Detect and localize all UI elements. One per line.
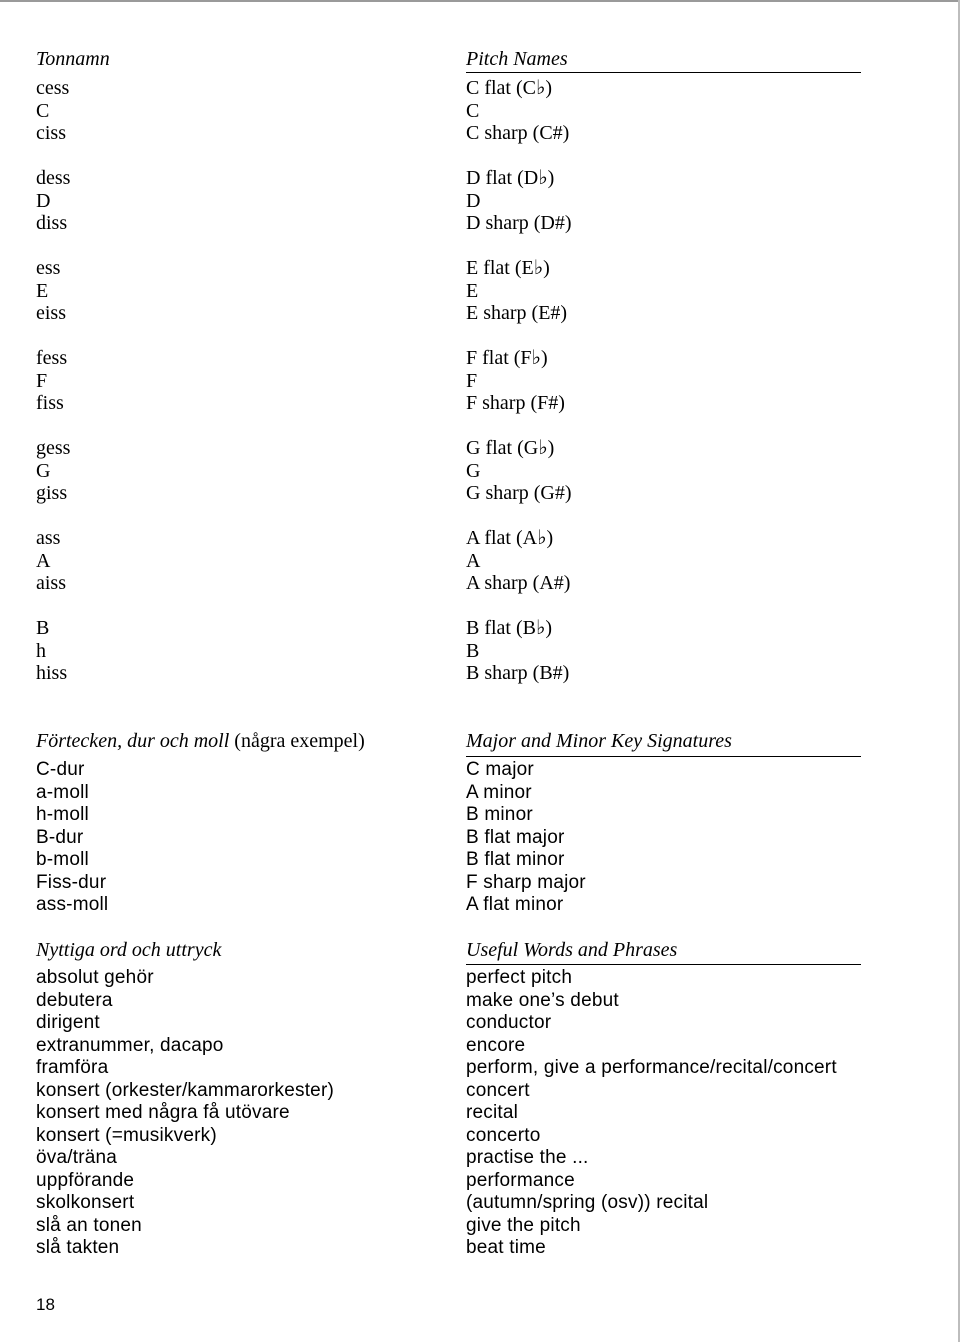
- useful-words-header-en: Useful Words and Phrases: [466, 939, 678, 961]
- pitch-name-en: G: [466, 459, 481, 482]
- key-signature-sv: C-dur: [36, 759, 85, 780]
- pitch-name-sv: gess: [36, 437, 71, 459]
- pitch-name-en: D flat (D♭): [466, 167, 555, 189]
- key-signature-sv: ass-moll: [36, 894, 109, 915]
- swedish-pitch-list: [36, 77, 70, 685]
- key-signatures-header-en: Major and Minor Key Signatures: [466, 730, 732, 752]
- phrase-en: concert: [466, 1079, 530, 1101]
- pitch-name-sv: fiss: [36, 392, 64, 414]
- pitch-name-en: C sharp (C#): [466, 122, 570, 144]
- pitch-name-sv: ciss: [36, 122, 66, 144]
- key-signatures-header-sv-plain: (några exempel): [229, 730, 365, 752]
- pitch-name-sv: C: [36, 99, 50, 122]
- pitch-name-en: A: [466, 549, 481, 572]
- phrase-en: perform, give a performance/recital/concert: [466, 1057, 837, 1078]
- pitch-name-sv: dess: [36, 167, 71, 189]
- phrase-sv: skolkonsert: [36, 1192, 135, 1213]
- page-number: 18: [36, 1295, 55, 1314]
- group-gap: [466, 505, 572, 528]
- pitch-name-en: F: [466, 369, 478, 392]
- english-phrase-list: [466, 967, 837, 1260]
- pitch-name-sv: B: [36, 617, 50, 639]
- phrase-sv: konsert (=musikverk): [36, 1124, 217, 1146]
- phrase-en: give the pitch: [466, 1214, 581, 1236]
- phrase-en: conductor: [466, 1012, 552, 1033]
- phrase-en: beat time: [466, 1237, 546, 1258]
- phrase-sv: konsert med några få utövare: [36, 1102, 290, 1123]
- phrase-en: perfect pitch: [466, 967, 573, 988]
- phrase-sv: framföra: [36, 1057, 109, 1078]
- group-gap: [36, 595, 70, 618]
- pitch-name-en: B flat (B♭): [466, 617, 553, 639]
- tonnamn-header: Tonnamn: [36, 48, 110, 70]
- phrase-sv: öva/träna: [36, 1147, 118, 1168]
- phrase-sv: slå an tonen: [36, 1214, 142, 1236]
- key-signature-en: B minor: [466, 804, 533, 825]
- key-signature-en: F sharp major: [466, 871, 586, 893]
- swedish-key-list: [36, 759, 108, 917]
- key-signature-en: B flat major: [466, 826, 565, 848]
- pitch-name-en: A sharp (A#): [466, 572, 571, 594]
- pitch-name-en: F flat (F♭): [466, 347, 548, 369]
- pitch-name-sv: G: [36, 459, 51, 482]
- pitch-name-sv: A: [36, 549, 51, 572]
- phrase-en: (autumn/spring (osv)) recital: [466, 1192, 709, 1213]
- group-gap: [36, 325, 70, 348]
- group-gap: [466, 145, 572, 168]
- key-signature-sv: b-moll: [36, 849, 89, 870]
- key-signature-en: C major: [466, 759, 534, 780]
- pitch-name-sv: ess: [36, 257, 61, 279]
- pitch-name-sv: cess: [36, 77, 70, 99]
- swedish-phrase-list: [36, 967, 334, 1260]
- group-gap: [466, 325, 572, 348]
- pitch-name-en: E: [466, 279, 479, 302]
- useful-words-header-sv: Nyttiga ord och uttryck: [36, 939, 222, 961]
- pitch-name-en: E flat (E♭): [466, 257, 550, 279]
- phrase-sv: dirigent: [36, 1012, 100, 1033]
- group-gap: [36, 505, 70, 528]
- pitch-name-en: C flat (C♭): [466, 77, 553, 99]
- pitch-name-en: F sharp (F#): [466, 392, 565, 414]
- pitch-name-sv: ass: [36, 527, 61, 549]
- phrase-en: recital: [466, 1102, 519, 1123]
- pitch-name-sv: eiss: [36, 302, 66, 324]
- useful-words-rule: [466, 964, 861, 965]
- pitch-names-header: Pitch Names: [466, 48, 568, 70]
- key-signatures-header-sv-italic: Förtecken, dur och moll: [36, 730, 230, 752]
- phrase-sv: extranummer, dacapo: [36, 1034, 224, 1056]
- pitch-name-en: C: [466, 99, 480, 122]
- group-gap: [466, 235, 572, 258]
- group-gap: [36, 145, 70, 168]
- phrase-sv: konsert (orkester/kammarorkester): [36, 1079, 335, 1101]
- phrase-sv: uppförande: [36, 1169, 135, 1191]
- key-signatures-header-sv: [36, 729, 365, 753]
- pitch-name-sv: D: [36, 189, 51, 212]
- pitch-name-en: G sharp (G#): [466, 482, 572, 504]
- pitch-name-sv: E: [36, 279, 49, 302]
- key-signature-en: A minor: [466, 781, 532, 803]
- pitch-name-sv: hiss: [36, 662, 68, 684]
- pitch-name-en: B: [466, 639, 480, 662]
- pitch-name-en: G flat (G♭): [466, 437, 555, 459]
- phrase-en: performance: [466, 1169, 575, 1191]
- pitch-name-sv: diss: [36, 212, 68, 234]
- pitch-name-sv: fess: [36, 347, 68, 369]
- key-signature-sv: h-moll: [36, 804, 89, 825]
- key-signatures-rule: [466, 756, 861, 757]
- phrase-sv: absolut gehör: [36, 967, 154, 988]
- phrase-en: encore: [466, 1034, 526, 1056]
- group-gap: [466, 415, 572, 438]
- english-pitch-list: [466, 77, 572, 685]
- key-signature-sv: Fiss-dur: [36, 871, 107, 893]
- phrase-sv: debutera: [36, 989, 113, 1011]
- pitch-names-rule: [466, 72, 861, 73]
- phrase-en: make one’s debut: [466, 989, 619, 1011]
- group-gap: [36, 235, 70, 258]
- pitch-name-sv: aiss: [36, 572, 66, 594]
- pitch-name-en: D: [466, 189, 481, 212]
- phrase-en: concerto: [466, 1124, 541, 1146]
- pitch-name-en: D sharp (D#): [466, 212, 572, 234]
- page-top-border: [0, 0, 960, 2]
- group-gap: [36, 415, 70, 438]
- pitch-name-en: A flat (A♭): [466, 527, 554, 549]
- key-signature-sv: a-moll: [36, 781, 89, 803]
- english-key-list: [466, 759, 586, 917]
- key-signature-en: A flat minor: [466, 894, 564, 915]
- key-signature-sv: B-dur: [36, 826, 84, 848]
- pitch-name-en: B sharp (B#): [466, 662, 570, 684]
- pitch-name-sv: giss: [36, 482, 68, 504]
- key-signature-en: B flat minor: [466, 849, 565, 870]
- pitch-name-en: E sharp (E#): [466, 302, 568, 324]
- pitch-name-sv: h: [36, 639, 46, 662]
- phrase-en: practise the ...: [466, 1147, 589, 1168]
- pitch-name-sv: F: [36, 369, 48, 392]
- group-gap: [466, 595, 572, 618]
- phrase-sv: slå takten: [36, 1237, 120, 1258]
